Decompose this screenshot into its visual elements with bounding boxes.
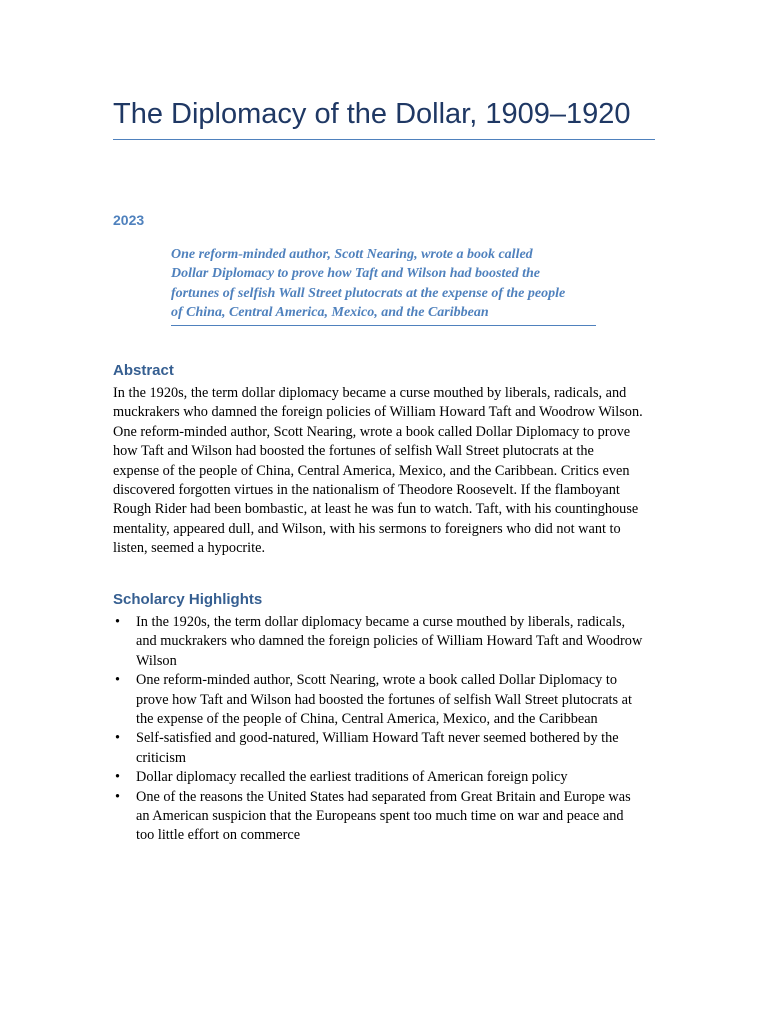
highlight-line: too little effort on commerce — [136, 827, 301, 844]
abstract-heading: Abstract — [113, 362, 174, 379]
highlight-line: an American suspicion that the Europeans spent too much time on war and peace and — [136, 808, 624, 825]
highlight-item — [113, 788, 658, 846]
title-divider — [113, 139, 655, 140]
bullet-icon: • — [115, 730, 121, 747]
abstract-line: muckrakers who damned the foreign policies of William Howard Taft and Woodrow Wilson. — [113, 404, 643, 421]
highlight-line: Dollar diplomacy recalled the earliest traditions of American foreign policy — [136, 769, 568, 786]
highlight-item — [113, 613, 658, 671]
highlight-line: One reform-minded author, Scott Nearing, wrote a book called Dollar Diplomacy to — [136, 672, 618, 689]
quote-divider — [171, 325, 596, 326]
highlight-line: and muckrakers who damned the foreign policies of William Howard Taft and Woodrow — [136, 633, 643, 650]
abstract-line: In the 1920s, the term dollar diplomacy became a curse mouthed by liberals, radicals, and — [113, 385, 627, 401]
bullet-icon: • — [115, 672, 121, 689]
highlight-line: prove how Taft and Wilson had boosted the fortunes of selfish Wall Street plutocrats at — [136, 691, 632, 708]
publication-year: 2023 — [113, 212, 145, 228]
summary-quote — [171, 245, 596, 322]
bullet-icon: • — [115, 769, 121, 786]
highlight-item — [113, 729, 658, 768]
bullet-icon: • — [115, 788, 121, 805]
quote-line: of China, Central America, Mexico, and the Caribbean — [171, 304, 489, 320]
document-title: The Diplomacy of the Dollar, 1909–1920 — [113, 98, 631, 130]
quote-line: One reform-minded author, Scott Nearing, wrote a book called — [171, 247, 533, 262]
highlight-line: In the 1920s, the term dollar diplomacy became a curse mouthed by liberals, radicals, — [136, 614, 626, 630]
bullet-icon: • — [115, 614, 121, 630]
abstract-line: One reform-minded author, Scott Nearing, wrote a book called Dollar Diplomacy to prove — [113, 423, 631, 440]
abstract-line: listen, seemed a hypocrite. — [113, 540, 266, 557]
quote-line: Dollar Diplomacy to prove how Taft and Wilson had boosted the — [171, 266, 540, 282]
highlights-list — [113, 613, 658, 846]
abstract-line: expense of the people of China, Central America, Mexico, and the Caribbean. Critics even — [113, 462, 630, 479]
highlight-line: the expense of the people of China, Central America, Mexico, and the Caribbean — [136, 711, 598, 728]
highlight-line: One of the reasons the United States had separated from Great Britain and Europe was — [136, 788, 631, 805]
highlight-line: Self-satisfied and good-natured, William Howard Taft never seemed bothered by the — [136, 730, 619, 747]
highlights-heading: Scholarcy Highlights — [113, 591, 263, 608]
abstract-text — [113, 384, 658, 559]
highlight-line: criticism — [136, 749, 187, 766]
highlight-item — [113, 768, 658, 787]
abstract-line: how Taft and Wilson had boosted the fortunes of selfish Wall Street plutocrats at the — [113, 443, 594, 460]
quote-line: fortunes of selfish Wall Street plutocrats at the expense of the people — [171, 285, 566, 301]
abstract-line: discovered forgotten virtues in the nationalism of Theodore Roosevelt. If the flamboyant — [113, 482, 620, 499]
highlight-line: Wilson — [136, 652, 177, 669]
highlight-item — [113, 671, 658, 729]
abstract-line: mentality, appeared dull, and Wilson, with his sermons to foreigners who did not want to — [113, 520, 621, 537]
abstract-line: Rough Rider had been bombastic, at least he was fun to watch. Taft, with his countinghouse — [113, 501, 639, 518]
